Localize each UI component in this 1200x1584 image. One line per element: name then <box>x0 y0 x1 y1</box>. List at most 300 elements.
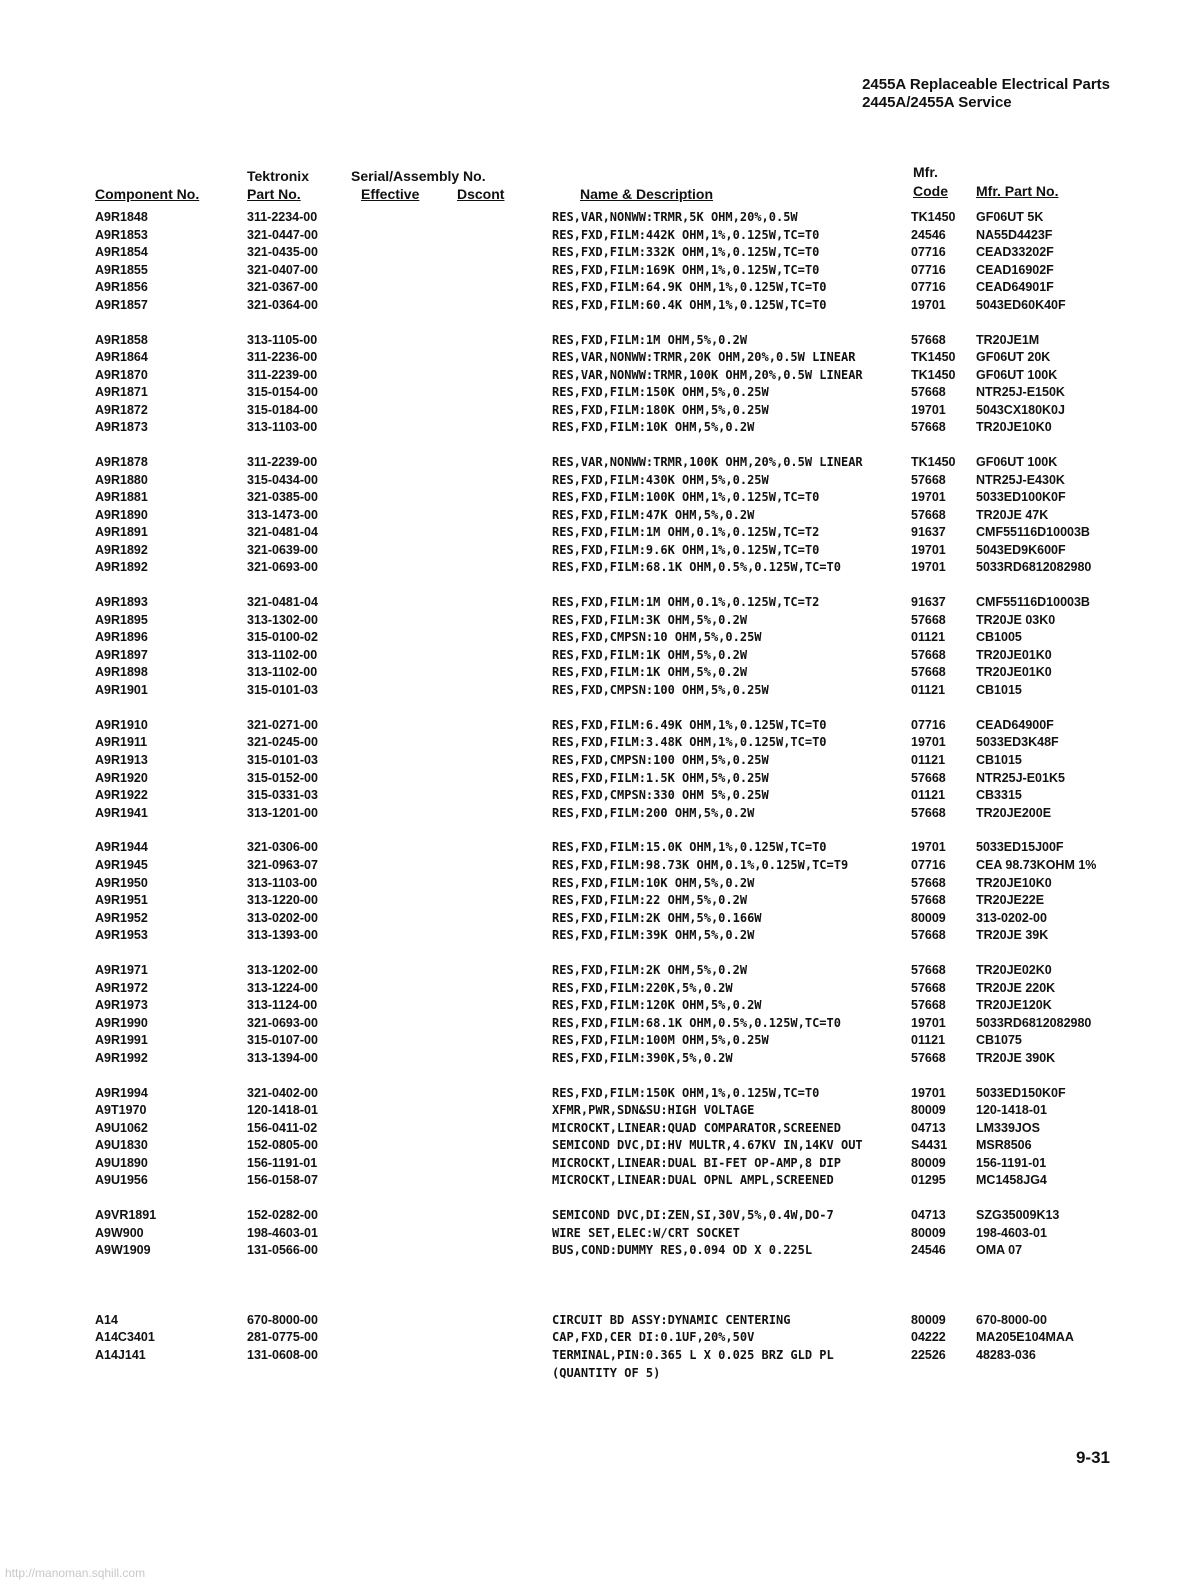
component-no: A9R1895 <box>95 612 148 627</box>
part-row <box>0 1085 1200 1103</box>
parts-group <box>0 209 1200 314</box>
mfr-code: 07716 <box>911 280 946 295</box>
part-no: 315-0101-03 <box>247 683 318 698</box>
description: RES,FXD,FILM:68.1K OHM,0.5%,0.125W,TC=T0 <box>552 1015 841 1030</box>
part-row <box>0 542 1200 560</box>
mfr-code: 57668 <box>911 963 946 978</box>
mfr-code: 01121 <box>911 752 946 767</box>
part-row <box>0 332 1200 350</box>
mfr-code: 01121 <box>911 1033 946 1048</box>
mfr-code: 80009 <box>911 1103 946 1118</box>
mfr-code: 57668 <box>911 612 946 627</box>
description: RES,FXD,FILM:1K OHM,5%,0.2W <box>552 665 748 680</box>
component-no: A9R1881 <box>95 490 148 505</box>
part-no: 315-0100-02 <box>247 630 318 645</box>
part-no: 313-1224-00 <box>247 980 318 995</box>
description: RES,FXD,FILM:150K OHM,5%,0.25W <box>552 385 769 400</box>
description: RES,FXD,FILM:100K OHM,1%,0.125W,TC=T0 <box>552 490 820 505</box>
mfr-code: 22526 <box>911 1348 946 1362</box>
part-row <box>0 1242 1200 1260</box>
component-no: A9R1950 <box>95 875 148 890</box>
part-row <box>0 1102 1200 1120</box>
mfr-code: 19701 <box>911 1085 946 1100</box>
mfr-code: 24546 <box>911 1243 946 1258</box>
component-no: A9R1870 <box>95 367 148 382</box>
part-no: 313-1124-00 <box>247 998 318 1013</box>
part-no: 311-2236-00 <box>247 350 318 365</box>
part-row <box>0 419 1200 437</box>
part-no: 321-0693-00 <box>247 1015 318 1030</box>
mfr-part-no: TR20JE 390K <box>976 1050 1056 1065</box>
description: RES,FXD,FILM:2K OHM,5%,0.2W <box>552 963 748 978</box>
mfr-code: 80009 <box>911 1155 946 1170</box>
part-row <box>0 734 1200 752</box>
part-no: 315-0154-00 <box>247 385 318 400</box>
description: RES,FXD,FILM:169K OHM,1%,0.125W,TC=T0 <box>552 262 820 277</box>
component-no: A9R1898 <box>95 665 148 680</box>
part-row <box>0 892 1200 910</box>
col-mfr-top: Mfr. <box>913 164 938 180</box>
mfr-code: 07716 <box>911 262 946 277</box>
mfr-code: TK1450 <box>911 350 956 365</box>
mfr-part-no: CB1015 <box>976 683 1022 698</box>
description: RES,FXD,FILM:1M OHM,0.1%,0.125W,TC=T2 <box>552 595 820 610</box>
description: RES,FXD,FILM:3K OHM,5%,0.2W <box>552 612 748 627</box>
component-no: A9R1920 <box>95 770 148 785</box>
parts-group <box>0 1277 1200 1295</box>
part-row <box>0 297 1200 315</box>
part-no: 321-0364-00 <box>247 297 318 312</box>
description: RES,FXD,CMPSN:100 OHM,5%,0.25W <box>552 752 769 767</box>
part-row <box>0 682 1200 700</box>
description: CIRCUIT BD ASSY:DYNAMIC CENTERING <box>552 1312 791 1327</box>
description: RES,FXD,FILM:1K OHM,5%,0.2W <box>552 647 748 662</box>
component-no: A9R1952 <box>95 910 148 925</box>
component-no: A9R1871 <box>95 385 148 400</box>
mfr-code: 80009 <box>911 1225 946 1240</box>
mfr-code: 07716 <box>911 717 946 732</box>
description: RES,FXD,FILM:68.1K OHM,0.5%,0.125W,TC=T0 <box>552 560 841 575</box>
mfr-part-no: CMF55116D10003B <box>976 525 1090 540</box>
part-no: 311-2239-00 <box>247 367 318 382</box>
part-row <box>0 647 1200 665</box>
mfr-part-no: 5043ED60K40F <box>976 297 1066 312</box>
description: RES,FXD,FILM:15.0K OHM,1%,0.125W,TC=T0 <box>552 840 827 855</box>
description: TERMINAL,PIN:0.365 L X 0.025 BRZ GLD PL <box>552 1348 834 1362</box>
component-no: A9R1892 <box>95 542 148 557</box>
part-row <box>0 1032 1200 1050</box>
mfr-part-no: LM339JOS <box>976 1120 1040 1135</box>
part-no: 313-1393-00 <box>247 928 318 943</box>
mfr-code: 19701 <box>911 542 946 557</box>
component-no: A9R1896 <box>95 630 148 645</box>
part-row <box>0 1137 1200 1155</box>
parts-group <box>0 717 1200 822</box>
part-no: 321-0245-00 <box>247 735 318 750</box>
mfr-code: 04222 <box>911 1330 946 1345</box>
part-no: 313-1220-00 <box>247 893 318 908</box>
part-row <box>0 209 1200 227</box>
mfr-code: 57668 <box>911 998 946 1013</box>
component-no: A14C3401 <box>95 1330 155 1345</box>
mfr-part-no: TR20JE 47K <box>976 507 1049 522</box>
mfr-code: 19701 <box>911 490 946 505</box>
mfr-part-no: TR20JE22E <box>976 893 1045 908</box>
component-no: A9R1941 <box>95 805 148 820</box>
mfr-code: 07716 <box>911 857 946 872</box>
part-row <box>0 402 1200 420</box>
parts-group <box>0 454 1200 577</box>
description: RES,FXD,FILM:98.73K OHM,0.1%,0.125W,TC=T9 <box>552 857 849 872</box>
part-no: 321-0481-04 <box>247 525 318 540</box>
mfr-part-no: GF06UT 100K <box>976 367 1058 382</box>
mfr-part-no: CEAD16902F <box>976 262 1054 277</box>
component-no: A9R1872 <box>95 402 148 417</box>
component-no: A9R1953 <box>95 928 148 943</box>
mfr-part-no: 5043CX180K0J <box>976 402 1065 417</box>
component-no: A9U1890 <box>95 1155 148 1170</box>
part-row <box>0 594 1200 612</box>
part-row <box>0 1312 1200 1330</box>
part-no: 198-4603-01 <box>247 1225 318 1240</box>
part-row <box>0 612 1200 630</box>
header-line-2: 2445A/2455A Service <box>862 94 1012 111</box>
mfr-part-no: CEA 98.73KOHM 1% <box>976 857 1097 872</box>
mfr-code: 80009 <box>911 1312 946 1327</box>
part-no: 131-0566-00 <box>247 1243 318 1258</box>
part-no: 321-0402-00 <box>247 1085 318 1100</box>
mfr-part-no: CEAD64900F <box>976 717 1054 732</box>
mfr-part-no: GF06UT 20K <box>976 350 1051 365</box>
part-row <box>0 857 1200 875</box>
mfr-part-no: 120-1418-01 <box>976 1103 1047 1118</box>
mfr-part-no: 5033RD6812082980 <box>976 560 1092 575</box>
mfr-code: 04713 <box>911 1208 946 1223</box>
mfr-part-no: 156-1191-01 <box>976 1155 1047 1170</box>
col-mfr-part-no: Mfr. Part No. <box>976 183 1059 199</box>
description: RES,FXD,FILM:332K OHM,1%,0.125W,TC=T0 <box>552 245 820 260</box>
part-no: 311-2234-00 <box>247 210 318 224</box>
description: RES,VAR,NONWW:TRMR,100K OHM,20%,0.5W LINEAR <box>552 455 863 470</box>
component-no: A9R1897 <box>95 647 148 662</box>
part-no: 315-0184-00 <box>247 402 318 417</box>
part-no: 321-0447-00 <box>247 227 318 242</box>
part-no: 156-0158-07 <box>247 1173 318 1188</box>
mfr-code: 80009 <box>911 910 946 925</box>
component-no: A9R1857 <box>95 297 148 312</box>
part-row <box>0 717 1200 735</box>
component-no: A9U1956 <box>95 1173 148 1188</box>
mfr-code: 19701 <box>911 840 946 855</box>
part-no: 152-0805-00 <box>247 1138 318 1153</box>
mfr-part-no: 313-0202-00 <box>976 910 1047 925</box>
mfr-code: 57668 <box>911 665 946 680</box>
component-no: A9R1910 <box>95 717 148 732</box>
part-row <box>0 524 1200 542</box>
part-no: 321-0435-00 <box>247 245 318 260</box>
component-no: A9R1890 <box>95 507 148 522</box>
description: RES,FXD,FILM:100M OHM,5%,0.25W <box>552 1033 769 1048</box>
part-row <box>0 997 1200 1015</box>
component-no: A9R1911 <box>95 735 148 750</box>
part-row <box>0 349 1200 367</box>
component-no: A9R1972 <box>95 980 148 995</box>
mfr-code: 04713 <box>911 1120 946 1135</box>
description: RES,FXD,FILM:10K OHM,5%,0.2W <box>552 875 755 890</box>
description: RES,VAR,NONWW:TRMR,5K OHM,20%,0.5W <box>552 210 798 224</box>
part-row <box>0 1365 1200 1383</box>
mfr-code: 01121 <box>911 788 946 803</box>
description: MICROCKT,LINEAR:QUAD COMPARATOR,SCREENED <box>552 1120 841 1135</box>
component-no: A9R1922 <box>95 788 148 803</box>
part-no: 321-0385-00 <box>247 490 318 505</box>
part-no: 313-1103-00 <box>247 420 318 435</box>
part-no: 131-0608-00 <box>247 1348 318 1362</box>
part-row <box>0 910 1200 928</box>
component-no: A9R1971 <box>95 963 148 978</box>
parts-group <box>0 594 1200 699</box>
component-no: A9R1994 <box>95 1085 148 1100</box>
description: RES,FXD,FILM:60.4K OHM,1%,0.125W,TC=T0 <box>552 297 827 312</box>
description: MICROCKT,LINEAR:DUAL OPNL AMPL,SCREENED <box>552 1173 834 1188</box>
part-no: 311-2239-00 <box>247 455 318 470</box>
description: XFMR,PWR,SDN&SU:HIGH VOLTAGE <box>552 1103 755 1118</box>
part-no: 321-0693-00 <box>247 560 318 575</box>
part-no: 156-0411-02 <box>247 1120 318 1135</box>
mfr-part-no: TR20JE 220K <box>976 980 1056 995</box>
mfr-part-no: 5043ED9K600F <box>976 542 1066 557</box>
mfr-code: 57668 <box>911 385 946 400</box>
col-mfr-code: Code <box>913 183 948 199</box>
part-no: 315-0434-00 <box>247 472 318 487</box>
part-row <box>0 244 1200 262</box>
col-name-description: Name & Description <box>580 186 714 202</box>
mfr-part-no: 5033ED100K0F <box>976 490 1066 505</box>
mfr-code: 57668 <box>911 420 946 435</box>
description: RES,FXD,FILM:180K OHM,5%,0.25W <box>552 402 769 417</box>
mfr-part-no: OMA 07 <box>976 1243 1023 1258</box>
mfr-part-no: 5033ED150K0F <box>976 1085 1066 1100</box>
component-no: A9R1901 <box>95 683 148 698</box>
part-row <box>0 752 1200 770</box>
part-row <box>0 1120 1200 1138</box>
component-no: A9R1945 <box>95 857 148 872</box>
mfr-part-no: CMF55116D10003B <box>976 595 1090 610</box>
mfr-code: 57668 <box>911 893 946 908</box>
part-no: 321-0407-00 <box>247 262 318 277</box>
footer-url: http://manoman.sqhill.com <box>5 1566 146 1580</box>
part-row <box>0 629 1200 647</box>
mfr-part-no: 198-4603-01 <box>976 1225 1047 1240</box>
part-no: 315-0152-00 <box>247 770 318 785</box>
part-no: 313-1102-00 <box>247 665 318 680</box>
part-row <box>0 1329 1200 1347</box>
component-no: A9R1854 <box>95 245 148 260</box>
mfr-code: 57668 <box>911 980 946 995</box>
part-row <box>0 1015 1200 1033</box>
component-no: A9R1855 <box>95 262 148 277</box>
mfr-part-no: CB3315 <box>976 788 1022 803</box>
component-no: A9R1992 <box>95 1050 148 1065</box>
mfr-code: 57668 <box>911 332 946 347</box>
parts-group <box>0 962 1200 1067</box>
description: RES,FXD,FILM:220K,5%,0.2W <box>552 980 733 995</box>
description: RES,VAR,NONWW:TRMR,20K OHM,20%,0.5W LINEAR <box>552 350 856 365</box>
mfr-code: 57668 <box>911 770 946 785</box>
part-no: 321-0963-07 <box>247 857 318 872</box>
parts-group <box>0 1207 1200 1260</box>
mfr-code: TK1450 <box>911 367 956 382</box>
mfr-part-no: NTR25J-E150K <box>976 385 1065 400</box>
part-row <box>0 664 1200 682</box>
description: RES,FXD,FILM:120K OHM,5%,0.2W <box>552 998 762 1013</box>
description: RES,FXD,FILM:442K OHM,1%,0.125W,TC=T0 <box>552 227 820 242</box>
mfr-part-no: TR20JE10K0 <box>976 420 1052 435</box>
mfr-part-no: CEAD33202F <box>976 245 1054 260</box>
part-no: 313-1473-00 <box>247 507 318 522</box>
mfr-part-no: TR20JE01K0 <box>976 665 1052 680</box>
running-header <box>862 76 1110 112</box>
part-no: 313-1105-00 <box>247 332 318 347</box>
component-no: A9R1892 <box>95 560 148 575</box>
part-row <box>0 1225 1200 1243</box>
component-no: A9R1880 <box>95 472 148 487</box>
description: RES,FXD,FILM:47K OHM,5%,0.2W <box>552 507 755 522</box>
description: RES,FXD,FILM:9.6K OHM,1%,0.125W,TC=T0 <box>552 542 820 557</box>
part-no: 156-1191-01 <box>247 1155 318 1170</box>
mfr-code: 19701 <box>911 402 946 417</box>
part-row <box>0 770 1200 788</box>
component-no: A9R1873 <box>95 420 148 435</box>
description: RES,FXD,FILM:2K OHM,5%,0.166W <box>552 910 762 925</box>
mfr-part-no: TR20JE120K <box>976 998 1052 1013</box>
description: RES,FXD,CMPSN:100 OHM,5%,0.25W <box>552 683 769 698</box>
component-no: A9R1864 <box>95 350 148 365</box>
part-row <box>0 962 1200 980</box>
description: SEMICOND DVC,DI:ZEN,SI,30V,5%,0.4W,DO-7 <box>552 1208 834 1223</box>
mfr-part-no: TR20JE200E <box>976 805 1052 820</box>
part-no: 321-0367-00 <box>247 280 318 295</box>
mfr-code: 91637 <box>911 525 946 540</box>
description: RES,FXD,FILM:390K,5%,0.2W <box>552 1050 733 1065</box>
description: RES,FXD,FILM:200 OHM,5%,0.2W <box>552 805 755 820</box>
description: BUS,COND:DUMMY RES,0.094 OD X 0.225L <box>552 1243 813 1258</box>
part-no: 670-8000-00 <box>247 1312 318 1327</box>
description: MICROCKT,LINEAR:DUAL BI-FET OP-AMP,8 DIP <box>552 1155 841 1170</box>
mfr-part-no: 5033ED15J00F <box>976 840 1064 855</box>
part-row <box>0 839 1200 857</box>
part-row <box>0 262 1200 280</box>
description: RES,FXD,CMPSN:330 OHM 5%,0.25W <box>552 788 769 803</box>
part-no: 321-0271-00 <box>247 717 318 732</box>
description: RES,FXD,CMPSN:10 OHM,5%,0.25W <box>552 630 762 645</box>
component-no: A9R1858 <box>95 332 148 347</box>
mfr-part-no: NTR25J-E01K5 <box>976 770 1065 785</box>
mfr-code: 07716 <box>911 245 946 260</box>
mfr-code: 19701 <box>911 560 946 575</box>
part-row <box>0 1155 1200 1173</box>
component-no: A9R1944 <box>95 840 148 855</box>
mfr-code: 01295 <box>911 1173 946 1188</box>
mfr-part-no: GF06UT 100K <box>976 455 1058 470</box>
col-dscont: Dscont <box>457 186 505 202</box>
component-no: A9VR1891 <box>95 1208 157 1223</box>
description: RES,FXD,FILM:6.49K OHM,1%,0.125W,TC=T0 <box>552 717 827 732</box>
parts-group <box>0 1312 1200 1382</box>
mfr-code: 57668 <box>911 1050 946 1065</box>
description: CAP,FXD,CER DI:0.1UF,20%,50V <box>552 1330 755 1345</box>
description: RES,FXD,FILM:1.5K OHM,5%,0.25W <box>552 770 769 785</box>
part-no: 321-0306-00 <box>247 840 318 855</box>
parts-group <box>0 1085 1200 1190</box>
component-no: A9R1973 <box>95 998 148 1013</box>
header-line-1: 2455A Replaceable Electrical Parts <box>862 76 1110 93</box>
part-row <box>0 1172 1200 1190</box>
part-row <box>0 1050 1200 1068</box>
part-row <box>0 559 1200 577</box>
mfr-part-no: TR20JE01K0 <box>976 647 1052 662</box>
part-no: 152-0282-00 <box>247 1208 318 1223</box>
mfr-part-no: SZG35009K13 <box>976 1208 1060 1223</box>
description: RES,FXD,FILM:1M OHM,0.1%,0.125W,TC=T2 <box>552 525 820 540</box>
mfr-code: 01121 <box>911 630 946 645</box>
mfr-code: 57668 <box>911 875 946 890</box>
mfr-part-no: GF06UT 5K <box>976 210 1044 224</box>
col-component-no: Component No. <box>95 186 200 202</box>
mfr-part-no: 5033ED3K48F <box>976 735 1059 750</box>
component-no: A9R1893 <box>95 595 148 610</box>
part-row <box>0 489 1200 507</box>
col-serial-assembly: Serial/Assembly No. <box>351 168 486 184</box>
description: SEMICOND DVC,DI:HV MULTR,4.67KV IN,14KV OUT <box>552 1138 863 1153</box>
mfr-part-no: 48283-036 <box>976 1348 1036 1362</box>
mfr-code: TK1450 <box>911 210 956 224</box>
part-row <box>0 279 1200 297</box>
component-no: A9W900 <box>95 1225 144 1240</box>
component-no: A9R1991 <box>95 1033 148 1048</box>
part-no: 313-1102-00 <box>247 647 318 662</box>
description: RES,FXD,FILM:22 OHM,5%,0.2W <box>552 893 748 908</box>
component-no: A9R1848 <box>95 210 148 224</box>
part-no: 120-1418-01 <box>247 1103 318 1118</box>
mfr-part-no: TR20JE1M <box>976 332 1040 347</box>
component-no: A9R1913 <box>95 752 148 767</box>
part-no: 315-0331-03 <box>247 788 318 803</box>
component-no: A14 <box>95 1312 118 1327</box>
mfr-code: 24546 <box>911 227 946 242</box>
description: RES,VAR,NONWW:TRMR,100K OHM,20%,0.5W LINEAR <box>552 367 863 382</box>
component-no: A9R1951 <box>95 893 148 908</box>
component-no: A9W1909 <box>95 1243 151 1258</box>
component-no: A9R1878 <box>95 455 148 470</box>
part-row <box>0 507 1200 525</box>
part-row <box>0 384 1200 402</box>
component-no: A9R1856 <box>95 280 148 295</box>
part-no: 315-0107-00 <box>247 1033 318 1048</box>
mfr-part-no: TR20JE10K0 <box>976 875 1052 890</box>
component-no: A14J141 <box>95 1348 146 1362</box>
col-effective: Effective <box>361 186 420 202</box>
component-no: A9U1830 <box>95 1138 148 1153</box>
part-row <box>0 454 1200 472</box>
mfr-part-no: 5033RD6812082980 <box>976 1015 1092 1030</box>
component-no: A9U1062 <box>95 1120 148 1135</box>
component-no: A9R1990 <box>95 1015 148 1030</box>
mfr-code: 57668 <box>911 805 946 820</box>
part-row <box>0 227 1200 245</box>
mfr-part-no: MSR8506 <box>976 1138 1032 1153</box>
part-no: 313-1103-00 <box>247 875 318 890</box>
